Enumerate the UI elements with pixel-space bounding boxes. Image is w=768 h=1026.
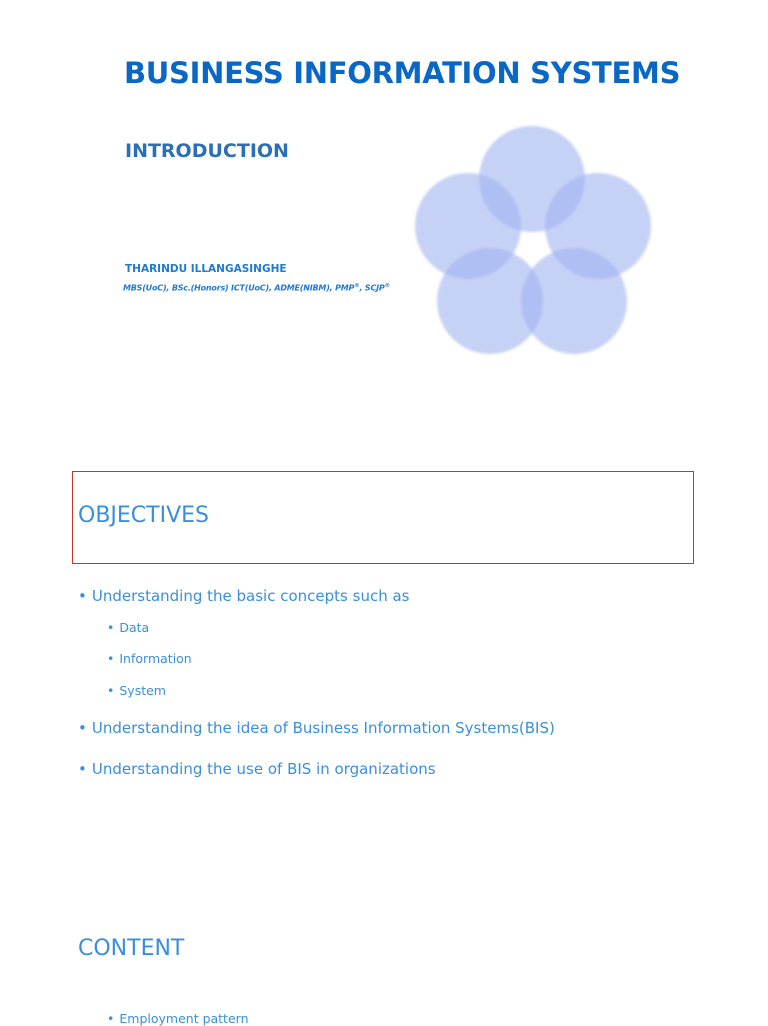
- objective-item-text: Understanding the idea of Business Information Systems(BIS): [91, 719, 555, 737]
- objective-item-1: [78, 587, 409, 605]
- registered-mark: ®: [354, 283, 360, 289]
- credentials-text: MBS(UoC), BSc.(Honors) ICT(UoC), ADME(NIBM), PMP: [123, 283, 355, 293]
- bullet-dot: •: [78, 719, 87, 737]
- slide-subtitle: INTRODUCTION: [125, 140, 289, 162]
- objective-item-text: Understanding the basic concepts such as: [91, 587, 410, 605]
- circle-bottom-right: [521, 248, 627, 354]
- content-item-text: Employment pattern: [119, 1011, 249, 1026]
- objective-subitem-text: System: [119, 683, 166, 698]
- objective-subitem-data: [107, 620, 149, 635]
- five-circle-graphic: [410, 120, 660, 360]
- objective-item-text: Understanding the use of BIS in organizations: [91, 760, 436, 778]
- objective-subitem-system: [107, 683, 166, 698]
- bullet-dot: •: [78, 587, 87, 605]
- objective-subitem-text: Data: [119, 620, 150, 635]
- content-heading: CONTENT: [78, 936, 185, 961]
- bullet-dot: •: [107, 1011, 115, 1026]
- author-credentials: [123, 283, 390, 293]
- bullet-dot: •: [107, 683, 115, 698]
- bullet-dot: •: [78, 760, 87, 778]
- objective-subitem-information: [107, 651, 192, 666]
- credentials-text-2: , SCJP: [359, 283, 385, 293]
- objectives-heading: OBJECTIVES: [78, 503, 210, 528]
- registered-mark-2: ®: [384, 283, 390, 289]
- objective-subitem-text: Information: [119, 651, 192, 666]
- bullet-dot: •: [107, 651, 115, 666]
- author-name: THARINDU ILLANGASINGHE: [125, 263, 287, 275]
- objective-item-2: [78, 719, 555, 737]
- bullet-dot: •: [107, 620, 115, 635]
- slide-title: BUSINESS INFORMATION SYSTEMS: [124, 56, 681, 90]
- objective-item-3: [78, 760, 436, 778]
